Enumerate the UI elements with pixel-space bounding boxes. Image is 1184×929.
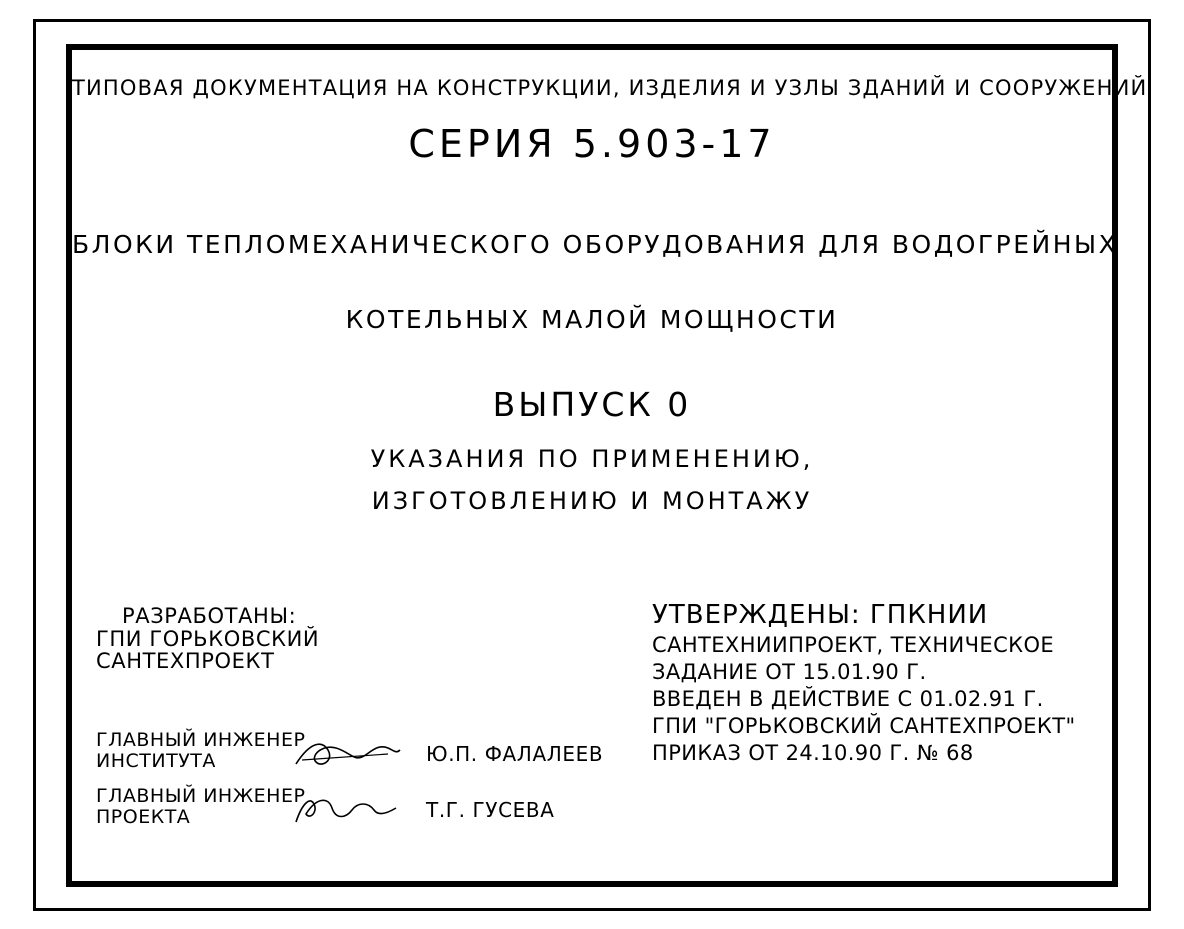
signatory-name: Т.Г. ГУСЕВА xyxy=(426,798,555,822)
signature-row xyxy=(96,786,636,842)
subtitle-line-2: ИЗГОТОВЛЕНИЮ И МОНТАЖУ xyxy=(371,487,813,515)
developer-org-line-1: ГПИ ГОРЬКОВСКИЙ xyxy=(96,626,320,651)
developed-by-block xyxy=(96,605,616,673)
developer-org-line-2: САНТЕХПРОЕКТ xyxy=(96,649,275,674)
handwritten-signature-icon xyxy=(292,790,402,830)
approved-by-title: УТВЕРЖДЕНЫ: ГПКНИИ xyxy=(652,600,989,630)
signatory-role-line-2: ПРОЕКТА xyxy=(96,805,191,828)
approved-line-4: ГПИ "ГОРЬКОВСКИЙ САНТЕХПРОЕКТ" xyxy=(652,713,1076,738)
approved-line-2: ЗАДАНИЕ ОТ 15.01.90 Г. xyxy=(652,659,927,684)
approved-line-1: САНТЕХНИИПРОЕКТ, ТЕХНИЧЕСКОЕ xyxy=(652,633,1055,657)
signatory-role-line-2: ИНСТИТУТА xyxy=(96,749,216,772)
signatory-name: Ю.П. ФАЛАЛЕЕВ xyxy=(426,742,604,766)
page-title-line-2: КОТЕЛЬНЫХ МАЛОЙ МОЩНОСТИ xyxy=(345,305,839,334)
signature-row xyxy=(96,730,636,786)
signature-mark xyxy=(292,790,402,830)
subtitle-line-1: УКАЗАНИЯ ПО ПРИМЕНЕНИЮ, xyxy=(370,445,814,473)
signature-mark xyxy=(292,734,402,774)
approved-by-block xyxy=(652,600,1112,766)
approved-line-3: ВВЕДЕН В ДЕЙСТВИЕ С 01.02.91 Г. xyxy=(652,686,1044,711)
signatory-role xyxy=(96,730,305,771)
issue-number: ВЫПУСК 0 xyxy=(492,385,692,424)
document-type-heading: ТИПОВАЯ ДОКУМЕНТАЦИЯ НА КОНСТРУКЦИИ, ИЗДЕЛИЯ И УЗЛЫ ЗДАНИЙ И СООРУЖЕНИЙ xyxy=(72,76,1148,100)
developed-by-label: РАЗРАБОТАНЫ: xyxy=(122,604,297,628)
signatory-role-line-1: ГЛАВНЫЙ ИНЖЕНЕР xyxy=(96,785,306,807)
handwritten-signature-icon xyxy=(292,734,402,774)
signature-rows xyxy=(96,730,636,842)
approved-line-5: ПРИКАЗ ОТ 24.10.90 Г. № 68 xyxy=(652,740,974,765)
signatory-role xyxy=(96,786,305,827)
page-content xyxy=(72,50,1148,881)
series-number: СЕРИЯ 5.903-17 xyxy=(408,122,776,166)
signatory-role-line-1: ГЛАВНЫЙ ИНЖЕНЕР xyxy=(96,729,306,751)
page-title-line-1: БЛОКИ ТЕПЛОМЕХАНИЧЕСКОГО ОБОРУДОВАНИЯ ДЛЯ ВОДОГРЕЙНЫХ xyxy=(72,230,1119,259)
